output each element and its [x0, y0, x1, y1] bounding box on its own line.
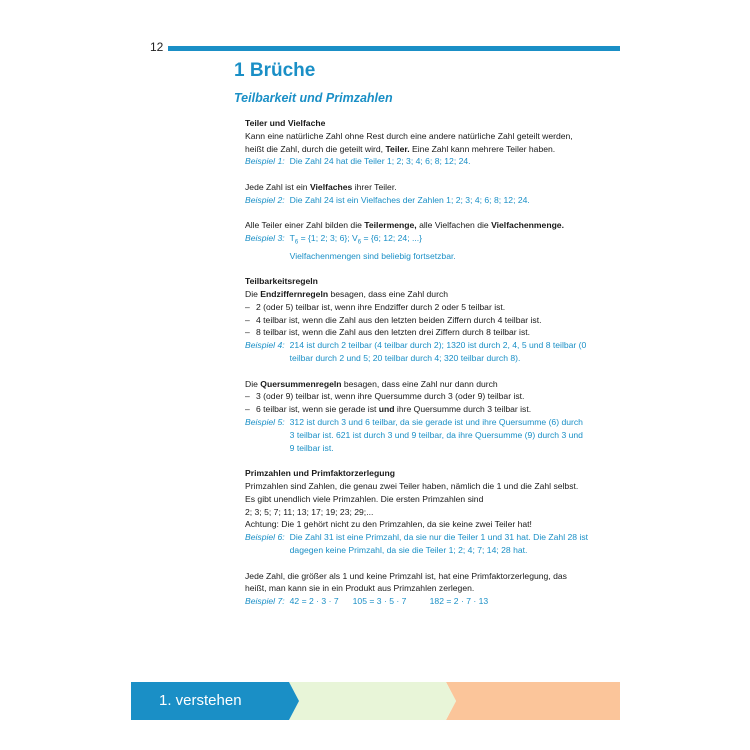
- example-4-label: Beispiel 4:: [245, 340, 285, 351]
- band-segment-green: [289, 682, 456, 720]
- example-4: [245, 339, 590, 365]
- content-body: [245, 117, 590, 608]
- band-segment-orange: [446, 682, 620, 720]
- vielfachenmenge-term: Vielfachenmenge.: [491, 220, 564, 231]
- factorization-182: 182 = 2 · 7 · 13: [429, 596, 489, 607]
- list-item: [245, 301, 590, 314]
- teiler-block: [245, 117, 590, 168]
- primzahlen-heading: Primzahlen und Primfaktorzerlegung: [245, 468, 395, 479]
- list-item: [245, 326, 590, 339]
- primzahlen-list: 2; 3; 5; 7; 11; 13; 17; 19; 23; 29;...: [245, 506, 374, 517]
- example-5-text: 312 ist durch 3 und 6 teilbar, da sie gerade ist und ihre Quersumme (6) durch 3 teilbar ist. 621 ist durch 3 und 9 teilbar, da ihre Quersumme (9) durch 3 und 9 teilbar ist.: [289, 417, 583, 453]
- teiler-definition: [245, 130, 590, 156]
- vielfachenmenge-set: = {6; 12; 24; ...}: [361, 233, 423, 244]
- list-item: [245, 390, 590, 403]
- mengen-block: [245, 219, 590, 262]
- vielfaches-definition: [245, 181, 590, 194]
- teiler-text-after: Eine Zahl kann mehrere Teiler haben.: [412, 143, 556, 154]
- example-7-text: [290, 595, 590, 608]
- vielfaches-text-after: ihrer Teiler.: [354, 181, 397, 192]
- und-term: und: [378, 404, 395, 415]
- item-2-text: 6 teilbar ist, wenn sie gerade ist: [256, 404, 377, 415]
- example-2-text: Die Zahl 24 ist ein Vielfaches der Zahlen 1; 2; 3; 4; 6; 8; 12; 24.: [289, 194, 530, 205]
- endziffern-intro-after: besagen, dass eine Zahl durch: [330, 289, 449, 300]
- teilermenge-symbol: T: [289, 233, 295, 244]
- band-label-verstehen: 1. verstehen: [159, 692, 242, 709]
- list-dash: –: [245, 391, 250, 402]
- example-7-label: Beispiel 7:: [245, 596, 285, 607]
- factorization-42: 42 = 2 · 3 · 7: [289, 596, 339, 607]
- example-1-label: Beispiel 1:: [245, 156, 285, 167]
- page-number: 12: [150, 40, 164, 54]
- vielfaches-block: [245, 181, 590, 207]
- primzahlen-text: Primzahlen sind Zahlen, die genau zwei Teiler haben, nämlich die 1 und die Zahl selbst. Es gibt unendlich viele Primzahlen. Die ersten Primzahlen sind: [245, 481, 579, 504]
- item-2-text-after: ihre Quersumme durch 3 teilbar ist.: [396, 404, 532, 415]
- example-5: [245, 416, 590, 454]
- quersumme-intro: [245, 378, 590, 391]
- list-item-text: 3 (oder 9) teilbar ist, wenn ihre Quersumme durch 3 (oder 9) teilbar ist.: [256, 391, 525, 402]
- endziffernregeln-term: Endziffernregeln: [260, 289, 329, 300]
- regeln-heading: Teilbarkeitsregeln: [245, 276, 318, 287]
- example-6-text: Die Zahl 31 ist eine Primzahl, da sie nur die Teiler 1 und 31 hat. Die Zahl 28 ist dagegen keine Primzahl, da sie die Teiler 1; 2; 4; 7; 14; 28 hat.: [289, 532, 589, 556]
- zerlegung-block: [245, 570, 590, 608]
- example-6-label: Beispiel 6:: [245, 532, 285, 543]
- chapter-title: 1 Brüche: [234, 60, 316, 81]
- factorization-105: 105 = 3 · 5 · 7: [352, 596, 407, 607]
- mengen-text-2: alle Vielfachen die: [419, 220, 489, 231]
- quersumme-block: [245, 378, 590, 455]
- example-1: [245, 155, 590, 168]
- vielfachenmenge-subscript: 6: [357, 239, 362, 246]
- top-rule: [168, 46, 620, 51]
- list-dash: –: [245, 404, 250, 415]
- primzahlen-note: Achtung: Die 1 gehört nicht zu den Primzahlen, da sie keine zwei Teiler hat!: [245, 519, 532, 530]
- teiler-term: Teiler.: [385, 143, 410, 154]
- example-2: [245, 194, 590, 207]
- section-title: Teilbarkeit und Primzahlen: [234, 91, 393, 105]
- endziffern-intro: [245, 288, 590, 301]
- example-3-label: Beispiel 3:: [245, 233, 285, 244]
- list-item: [245, 403, 590, 416]
- teilermenge-subscript: 6: [294, 239, 299, 246]
- endziffern-intro-text: Die: [245, 289, 258, 300]
- list-item-text: 8 teilbar ist, wenn die Zahl aus den letzten drei Ziffern durch 8 teilbar ist.: [256, 327, 531, 338]
- vielfaches-term: Vielfaches: [309, 181, 353, 192]
- list-item-text: [256, 403, 590, 416]
- example-4-text: 214 ist durch 2 teilbar (4 teilbar durch 2); 1320 ist durch 2, 4, 5 und 8 teilbar (0 teilbar durch 2 und 5; 20 teilbar durch 4; 320 teilbar durch 8).: [289, 340, 587, 364]
- example-3: [245, 232, 590, 262]
- quersumme-intro-text: Die: [245, 378, 258, 389]
- quersummenregeln-term: Quersummenregeln: [260, 378, 342, 389]
- teilermenge-term: Teilermenge,: [364, 220, 417, 231]
- example-3-line-2: Vielfachenmengen sind beliebig fortsetzbar.: [289, 250, 456, 261]
- mengen-text-1: Alle Teiler einer Zahl bilden die: [245, 220, 362, 231]
- mengen-definition: [245, 219, 590, 232]
- teiler-heading: Teiler und Vielfache: [245, 118, 326, 128]
- list-item: [245, 314, 590, 327]
- list-dash: –: [245, 314, 250, 325]
- progress-band: [131, 682, 620, 720]
- example-5-label: Beispiel 5:: [245, 417, 285, 428]
- example-1-text: Die Zahl 24 hat die Teiler 1; 2; 3; 4; 6; 8; 12; 24.: [289, 156, 471, 167]
- list-dash: –: [245, 327, 250, 338]
- example-2-label: Beispiel 2:: [245, 194, 285, 205]
- teilermenge-set: = {1; 2; 3; 6};: [298, 233, 353, 244]
- quersumme-intro-after: besagen, dass eine Zahl nur dann durch: [343, 378, 498, 389]
- primzahlen-block: [245, 467, 590, 557]
- teiler-text: Kann eine natürliche Zahl ohne Rest durch eine andere natürliche Zahl geteilt werden, heißt die Zahl, durch die geteilt wird,: [245, 130, 573, 154]
- list-item-text: 2 (oder 5) teilbar ist, wenn ihre Endziffer durch 2 oder 5 teilbar ist.: [256, 301, 506, 312]
- vielfaches-text: Jede Zahl ist ein: [245, 181, 308, 192]
- zerlegung-text: Jede Zahl, die größer als 1 und keine Primzahl ist, hat eine Primfaktorzerlegung, das heißt, man kann sie in ein Produkt aus Primzahlen zerlegen.: [245, 570, 567, 594]
- list-item-text: 4 teilbar ist, wenn die Zahl aus den letzten beiden Ziffern durch 4 teilbar ist.: [256, 314, 542, 325]
- regeln-block: [245, 275, 590, 365]
- example-7: [245, 595, 590, 608]
- vielfachenmenge-symbol: V: [352, 233, 358, 244]
- example-3-text: [290, 232, 590, 262]
- list-dash: –: [245, 301, 250, 312]
- example-6: [245, 531, 590, 557]
